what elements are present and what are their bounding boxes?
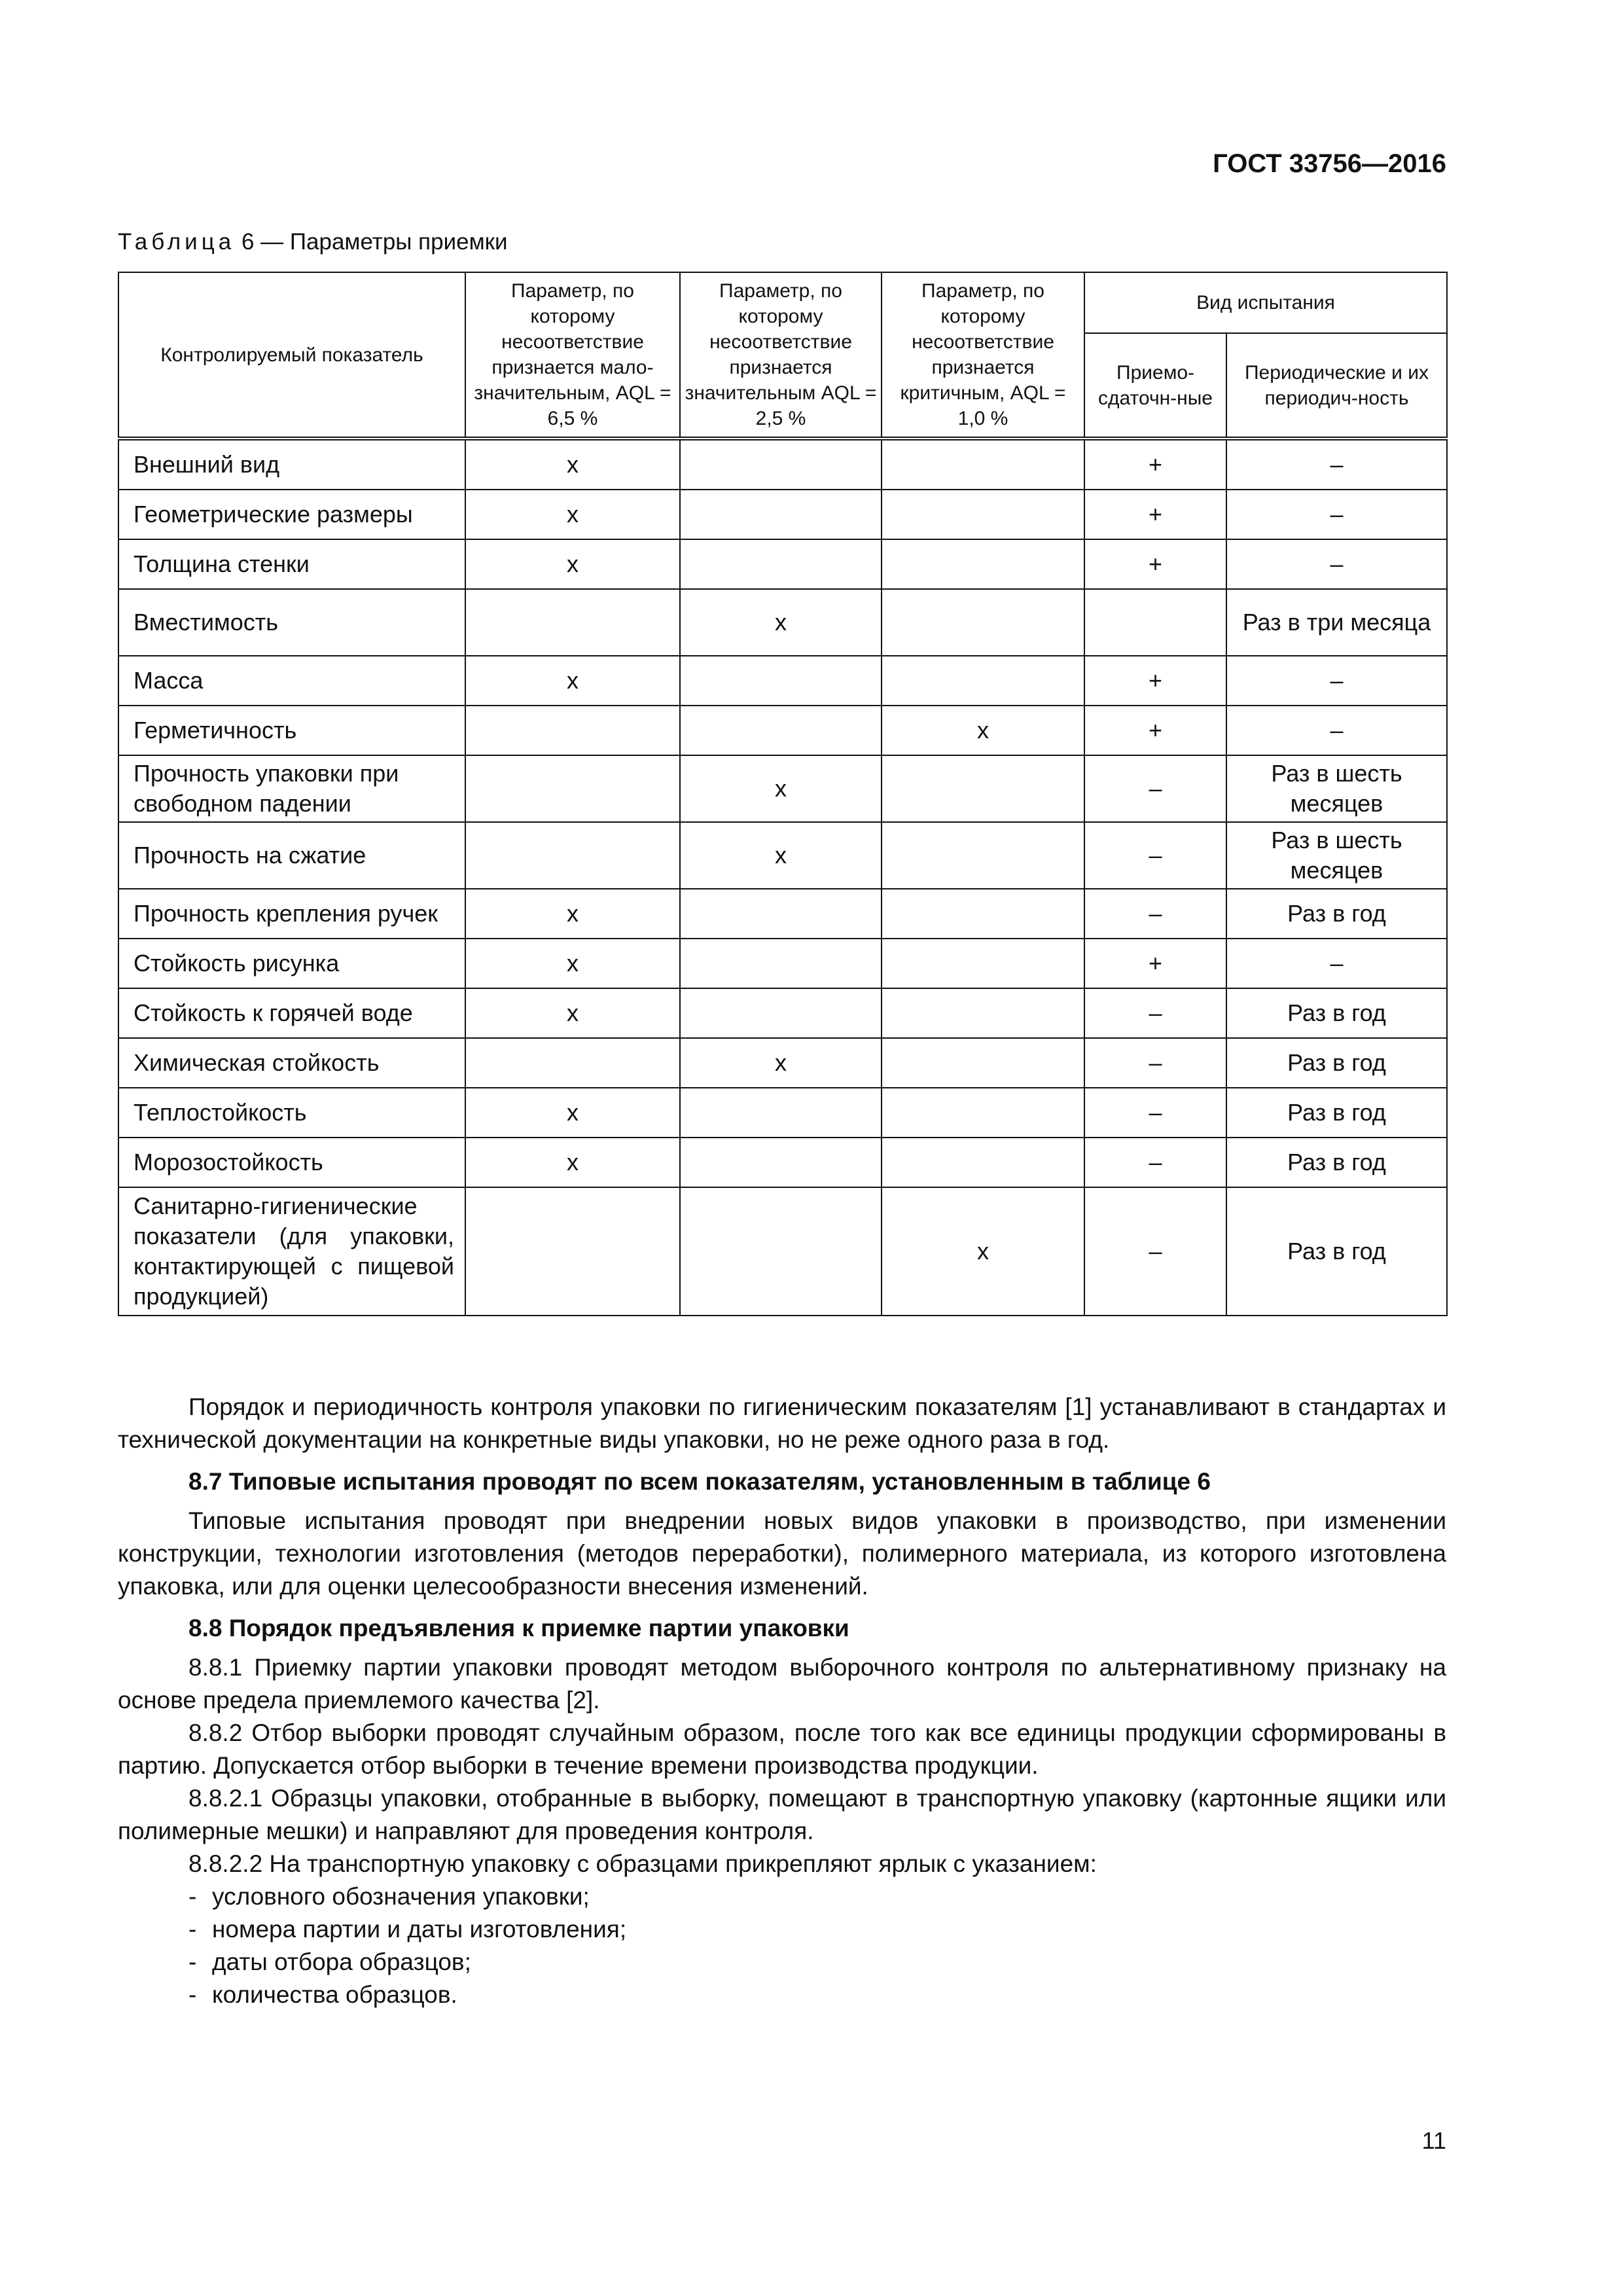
- cell-minor: [465, 822, 680, 889]
- table-row: [118, 706, 1447, 755]
- cell-critical: [882, 439, 1084, 490]
- section-heading-8-7: 8.7 Типовые испытания проводят по всем показателям, установленным в таблице 6: [188, 1468, 1211, 1495]
- table-row: [118, 1138, 1447, 1187]
- cell-major: [680, 656, 882, 706]
- cell-major: [680, 490, 882, 539]
- cell-acceptance: +: [1084, 490, 1226, 539]
- cell-indicator: Прочность крепления ручек: [118, 889, 465, 939]
- cell-acceptance: +: [1084, 539, 1226, 589]
- cell-critical: [882, 589, 1084, 656]
- section-heading-8-8: 8.8 Порядок предъявления к приемке партии упаковки: [188, 1615, 849, 1641]
- cell-major: х: [680, 822, 882, 889]
- table-row: [118, 822, 1447, 889]
- cell-indicator: Прочность упаковки при свободном падении: [118, 755, 465, 822]
- cell-critical: [882, 755, 1084, 822]
- paragraph-8-8-1: 8.8.1 Приемку партии упаковки проводят методом выборочного контроля по альтернативному признаку на основе предела приемлемого качества [2].: [118, 1654, 1446, 1713]
- paragraph-8-8-2-1: 8.8.2.1 Образцы упаковки, отобранные в выборку, помещают в транспортную упаковку (картонные ящики или полимерные мешки) и направляют для проведения контроля.: [118, 1785, 1446, 1844]
- table-row: [118, 1038, 1447, 1088]
- cell-minor: х: [465, 490, 680, 539]
- table-row: [118, 439, 1447, 490]
- cell-major: [680, 1138, 882, 1187]
- cell-indicator: Геометрические размеры: [118, 490, 465, 539]
- list-item-text: условного обозначения упаковки;: [212, 1883, 590, 1910]
- cell-major: х: [680, 1038, 882, 1088]
- cell-minor: х: [465, 1138, 680, 1187]
- cell-periodic: Раз в год: [1226, 1038, 1447, 1088]
- cell-indicator: Внешний вид: [118, 439, 465, 490]
- cell-indicator: Стойкость рисунка: [118, 939, 465, 988]
- cell-critical: [882, 988, 1084, 1038]
- cell-periodic: Раз в три месяца: [1226, 589, 1447, 656]
- cell-critical: [882, 1088, 1084, 1138]
- paragraph-8-8-2: 8.8.2 Отбор выборки проводят случайным образом, после того как все единицы продукции сформированы в партию. Допускается отбор выборки в течение времени производства продукции.: [118, 1719, 1446, 1779]
- cell-minor: х: [465, 1088, 680, 1138]
- col-header-minor: Параметр, по которому несоответствие признается мало-значительным, AQL = 6,5 %: [465, 272, 680, 439]
- paragraph-8-8-2-2: 8.8.2.2 На транспортную упаковку с образцами прикрепляют ярлык с указанием:: [188, 1850, 1097, 1877]
- cell-acceptance: –: [1084, 889, 1226, 939]
- cell-critical: х: [882, 1187, 1084, 1316]
- cell-minor: х: [465, 656, 680, 706]
- list-dash: -: [188, 1916, 197, 1943]
- cell-periodic: Раз в год: [1226, 1088, 1447, 1138]
- cell-indicator: Стойкость к горячей воде: [118, 988, 465, 1038]
- table-row: [118, 1187, 1447, 1316]
- cell-periodic: –: [1226, 490, 1447, 539]
- cell-major: [680, 439, 882, 490]
- cell-periodic: Раз в год: [1226, 988, 1447, 1038]
- col-header-test-type: Вид испытания: [1084, 272, 1447, 333]
- cell-indicator: Прочность на сжатие: [118, 822, 465, 889]
- cell-acceptance: –: [1084, 822, 1226, 889]
- cell-periodic: Раз в шесть месяцев: [1226, 822, 1447, 889]
- cell-minor: [465, 1187, 680, 1316]
- cell-critical: [882, 1138, 1084, 1187]
- cell-minor: х: [465, 889, 680, 939]
- cell-critical: х: [882, 706, 1084, 755]
- col-header-critical: Параметр, по которому несоответствие признается критичным, AQL = 1,0 %: [882, 272, 1084, 439]
- col-header-periodic: Периодические и их периодич-ность: [1226, 333, 1447, 439]
- cell-minor: [465, 755, 680, 822]
- cell-major: х: [680, 589, 882, 656]
- table-caption-word: Таблица: [118, 229, 236, 255]
- cell-periodic: –: [1226, 706, 1447, 755]
- cell-periodic: –: [1226, 656, 1447, 706]
- cell-acceptance: –: [1084, 1138, 1226, 1187]
- cell-acceptance: –: [1084, 988, 1226, 1038]
- cell-major: [680, 1187, 882, 1316]
- table-row: [118, 539, 1447, 589]
- cell-minor: х: [465, 539, 680, 589]
- list-item-text: количества образцов.: [212, 1981, 457, 2008]
- list-dash: -: [188, 1883, 197, 1910]
- cell-indicator: Вместимость: [118, 589, 465, 656]
- cell-critical: [882, 939, 1084, 988]
- cell-minor: х: [465, 988, 680, 1038]
- cell-acceptance: [1084, 589, 1226, 656]
- standard-code: ГОСТ 33756—2016: [1213, 149, 1446, 178]
- cell-indicator: Толщина стенки: [118, 539, 465, 589]
- cell-acceptance: –: [1084, 1088, 1226, 1138]
- list-item-text: номера партии и даты изготовления;: [212, 1916, 627, 1943]
- cell-periodic: Раз в шесть месяцев: [1226, 755, 1447, 822]
- cell-acceptance: –: [1084, 1038, 1226, 1088]
- table-row: [118, 589, 1447, 656]
- cell-acceptance: –: [1084, 1187, 1226, 1316]
- acceptance-parameters-table: [118, 272, 1448, 1316]
- col-header-indicator: Контролируемый показатель: [118, 272, 465, 439]
- cell-acceptance: –: [1084, 755, 1226, 822]
- cell-critical: [882, 490, 1084, 539]
- cell-minor: [465, 706, 680, 755]
- table-caption-title: 6 — Параметры приемки: [235, 229, 508, 255]
- table-row: [118, 939, 1447, 988]
- cell-critical: [882, 539, 1084, 589]
- list-dash: -: [188, 1981, 197, 2008]
- paragraph-hygiene-control: Порядок и периодичность контроля упаковки по гигиеническим показателям [1] устанавливают в стандартах и технической документации на конкретные виды упаковки, но не реже одного раза в год.: [118, 1393, 1446, 1453]
- cell-indicator: Химическая стойкость: [118, 1038, 465, 1088]
- list-item: [188, 1880, 1446, 1913]
- cell-indicator: Санитарно-гигиенические показатели (для упаковки, контактирующей с пищевой продукцией): [118, 1187, 465, 1316]
- cell-major: [680, 1088, 882, 1138]
- cell-acceptance: +: [1084, 656, 1226, 706]
- col-header-acceptance: Приемо-сдаточн-ные: [1084, 333, 1226, 439]
- table-header-row: [118, 272, 1447, 333]
- cell-periodic: Раз в год: [1226, 889, 1447, 939]
- cell-major: [680, 706, 882, 755]
- cell-periodic: –: [1226, 539, 1447, 589]
- cell-critical: [882, 822, 1084, 889]
- table-row: [118, 988, 1447, 1038]
- table-row: [118, 755, 1447, 822]
- cell-acceptance: +: [1084, 939, 1226, 988]
- paragraph-8-7: Типовые испытания проводят при внедрении новых видов упаковки в производство, при изменении конструкции, технологии изготовления (методов переработки), полимерного материала, из которого изготовлена упаковка, или для оценки целесообразности внесения изменений.: [118, 1507, 1446, 1600]
- col-header-major: Параметр, по которому несоответствие признается значительным AQL = 2,5 %: [680, 272, 882, 439]
- list-dash: -: [188, 1948, 197, 1975]
- cell-periodic: –: [1226, 439, 1447, 490]
- cell-critical: [882, 656, 1084, 706]
- cell-minor: [465, 589, 680, 656]
- cell-indicator: Теплостойкость: [118, 1088, 465, 1138]
- cell-minor: [465, 1038, 680, 1088]
- label-contents-list: [118, 1880, 1446, 2011]
- cell-minor: х: [465, 939, 680, 988]
- list-item: [188, 1913, 1446, 1946]
- list-item-text: даты отбора образцов;: [212, 1948, 471, 1975]
- table-row: [118, 1088, 1447, 1138]
- cell-indicator: Морозостойкость: [118, 1138, 465, 1187]
- table-row: [118, 656, 1447, 706]
- cell-acceptance: +: [1084, 706, 1226, 755]
- cell-major: [680, 539, 882, 589]
- table-row: [118, 490, 1447, 539]
- cell-minor: х: [465, 439, 680, 490]
- table-row: [118, 889, 1447, 939]
- cell-periodic: Раз в год: [1226, 1187, 1447, 1316]
- cell-major: [680, 988, 882, 1038]
- cell-acceptance: +: [1084, 439, 1226, 490]
- page-number: 11: [1421, 2127, 1446, 2154]
- cell-major: [680, 889, 882, 939]
- cell-critical: [882, 1038, 1084, 1088]
- cell-periodic: Раз в год: [1226, 1138, 1447, 1187]
- cell-periodic: –: [1226, 939, 1447, 988]
- cell-indicator: Герметичность: [118, 706, 465, 755]
- page-header: [118, 149, 1446, 179]
- cell-indicator: Масса: [118, 656, 465, 706]
- table-caption: [118, 229, 508, 255]
- list-item: [188, 1946, 1446, 1979]
- body-text: [118, 1391, 1446, 2011]
- cell-major: х: [680, 755, 882, 822]
- cell-critical: [882, 889, 1084, 939]
- cell-major: [680, 939, 882, 988]
- list-item: [188, 1979, 1446, 2011]
